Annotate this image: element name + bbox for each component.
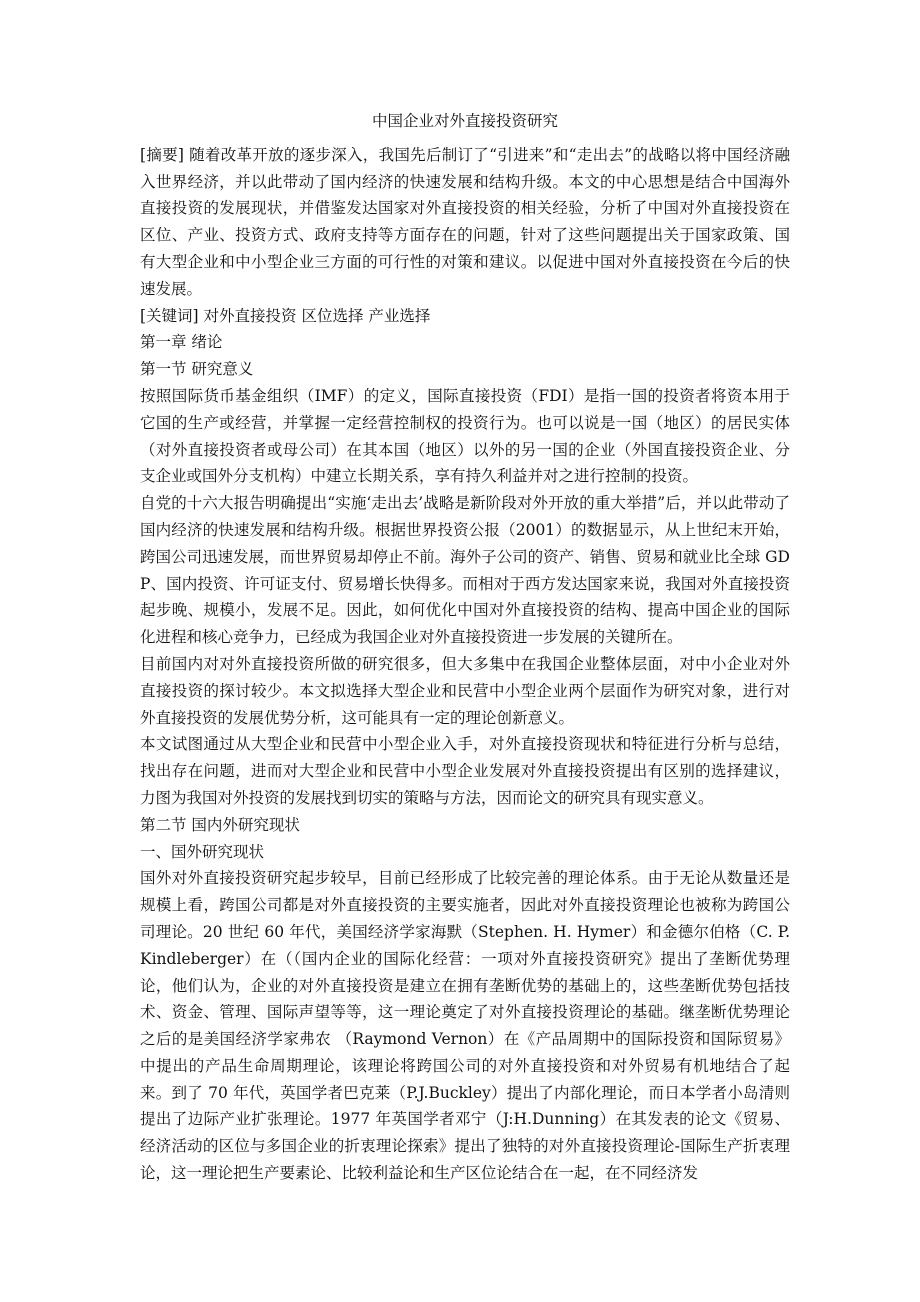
body-paragraph-5: 国外对外直接投资研究起步较早，目前已经形成了比较完善的理论体系。由于无论从数量还是规模上看，跨国公司都是对外直接投资的主要实施者，因此对外直接投资理论也被称为跨国公司理论。20 世纪 60 年代，美国经济学家海默（Stephen. H. Hymer）和金德尔伯格（C. P. Kindleberger）在（（国内企业的国际化经营：一项对外直接投资研究》提出了垄断优势理论，他们认为，企业的对外直接投资是建立在拥有垄断优势的基础上的，这些垄断优势包括技术、资金、管理、国际声望等等，这一理论奠定了对外直接投资理论的基础。继垄断优势理论之后的是美国经济学家弗农 （Raymond Vernon）在《产品周期中的国际投资和国际贸易》中提出的产品生命周期理论，该理论将跨国公司的对外直接投资和对外贸易有机地结合了起来。到了 70 年代，英国学者巴克莱（P.J.Buckley）提出了内部化理论，而日本学者小岛清则提出了边际产业扩张理论。1977 年英国学者邓宁（J:H.Dunning）在其发表的论文《贸易、经济活动的区位与多国企业的折衷理论探索》提出了独特的对外直接投资理论-国际生产折衷理论，这一理论把生产要素论、比较利益论和生产区位论结合在一起，在不同经济发 bbox=[140, 869, 790, 1183]
document-page bbox=[140, 108, 790, 1187]
section-heading-2: 第二节 国内外研究现状 bbox=[140, 815, 300, 834]
body-paragraph-2: 自党的十六大报告明确提出“实施‘走出去’战略是新阶段对外开放的重大举措”后，并以此带动了国内经济的快速发展和结构升级。根据世界投资公报（2001）的数据显示，从上世纪末开始，跨国公司迅速发展，而世界贸易却停止不前。海外子公司的资产、销售、贸易和就业比全球 GDP、国内投资、许可证支付、贸易增长快得多。而相对于西方发达国家来说，我国对外直接投资起步晚、规模小，发展不足。因此，如何优化中国对外直接投资的结构、提高中国企业的国际化进程和核心竞争力，已经成为我国企业对外直接投资进一步发展的关键所在。 bbox=[140, 494, 790, 647]
body-paragraph-3: 目前国内对对外直接投资所做的研究很多，但大多集中在我国企业整体层面，对中小企业对外直接投资的探讨较少。本文拟选择大型企业和民营中小型企业两个层面作为研究对象，进行对外直接投资的发展优势分析，这可能具有一定的理论创新意义。 bbox=[140, 654, 790, 727]
body-paragraph-1: 按照国际货币基金组织（IMF）的定义，国际直接投资（FDI）是指一国的投资者将资本用于它国的生产或经营，并掌握一定经营控制权的投资行为。也可以说是一国（地区）的居民实体（对外直接投资者或母公司）在其本国（地区）以外的另一国的企业（外国直接投资企业、分支企业或国外分支机构）中建立长期关系，享有持久利益并对之进行控制的投资。 bbox=[140, 386, 790, 486]
document-title: 中国企业对外直接投资研究 bbox=[371, 112, 558, 130]
body-paragraph-4: 本文试图通过从大型企业和民营中小型企业入手，对外直接投资现状和特征进行分析与总结，找出存在问题，进而对大型企业和民营中小型企业发展对外直接投资提出有区别的选择建议，力图为我国对外投资的发展找到切实的策略与方法，因而论文的研究具有现实意义。 bbox=[140, 735, 790, 807]
keywords-line: [关键词] 对外直接投资 区位选择 产业选择 bbox=[140, 306, 431, 325]
abstract-paragraph: [摘要] 随着改革开放的逐步深入，我国先后制订了“引进来”和“走出去”的战略以将中国经济融入世界经济，并以此带动了国内经济的快速发展和结构升级。本文的中心思想是结合中国海外直接投资的发展现状，并借鉴发达国家对外直接投资的相关经验，分析了中国对外直接投资在区位、产业、投资方式、政府支持等方面存在的问题，针对了这些问题提出关于国家政策、国有大型企业和中小型企业三方面的可行性的对策和建议。以促进中国对外直接投资在今后的快速发展。 bbox=[140, 145, 790, 298]
section-heading-1: 第一节 研究意义 bbox=[140, 360, 254, 379]
chapter-heading: 第一章 绪论 bbox=[140, 333, 223, 352]
subsection-heading-1: 一、国外研究现状 bbox=[140, 842, 265, 861]
